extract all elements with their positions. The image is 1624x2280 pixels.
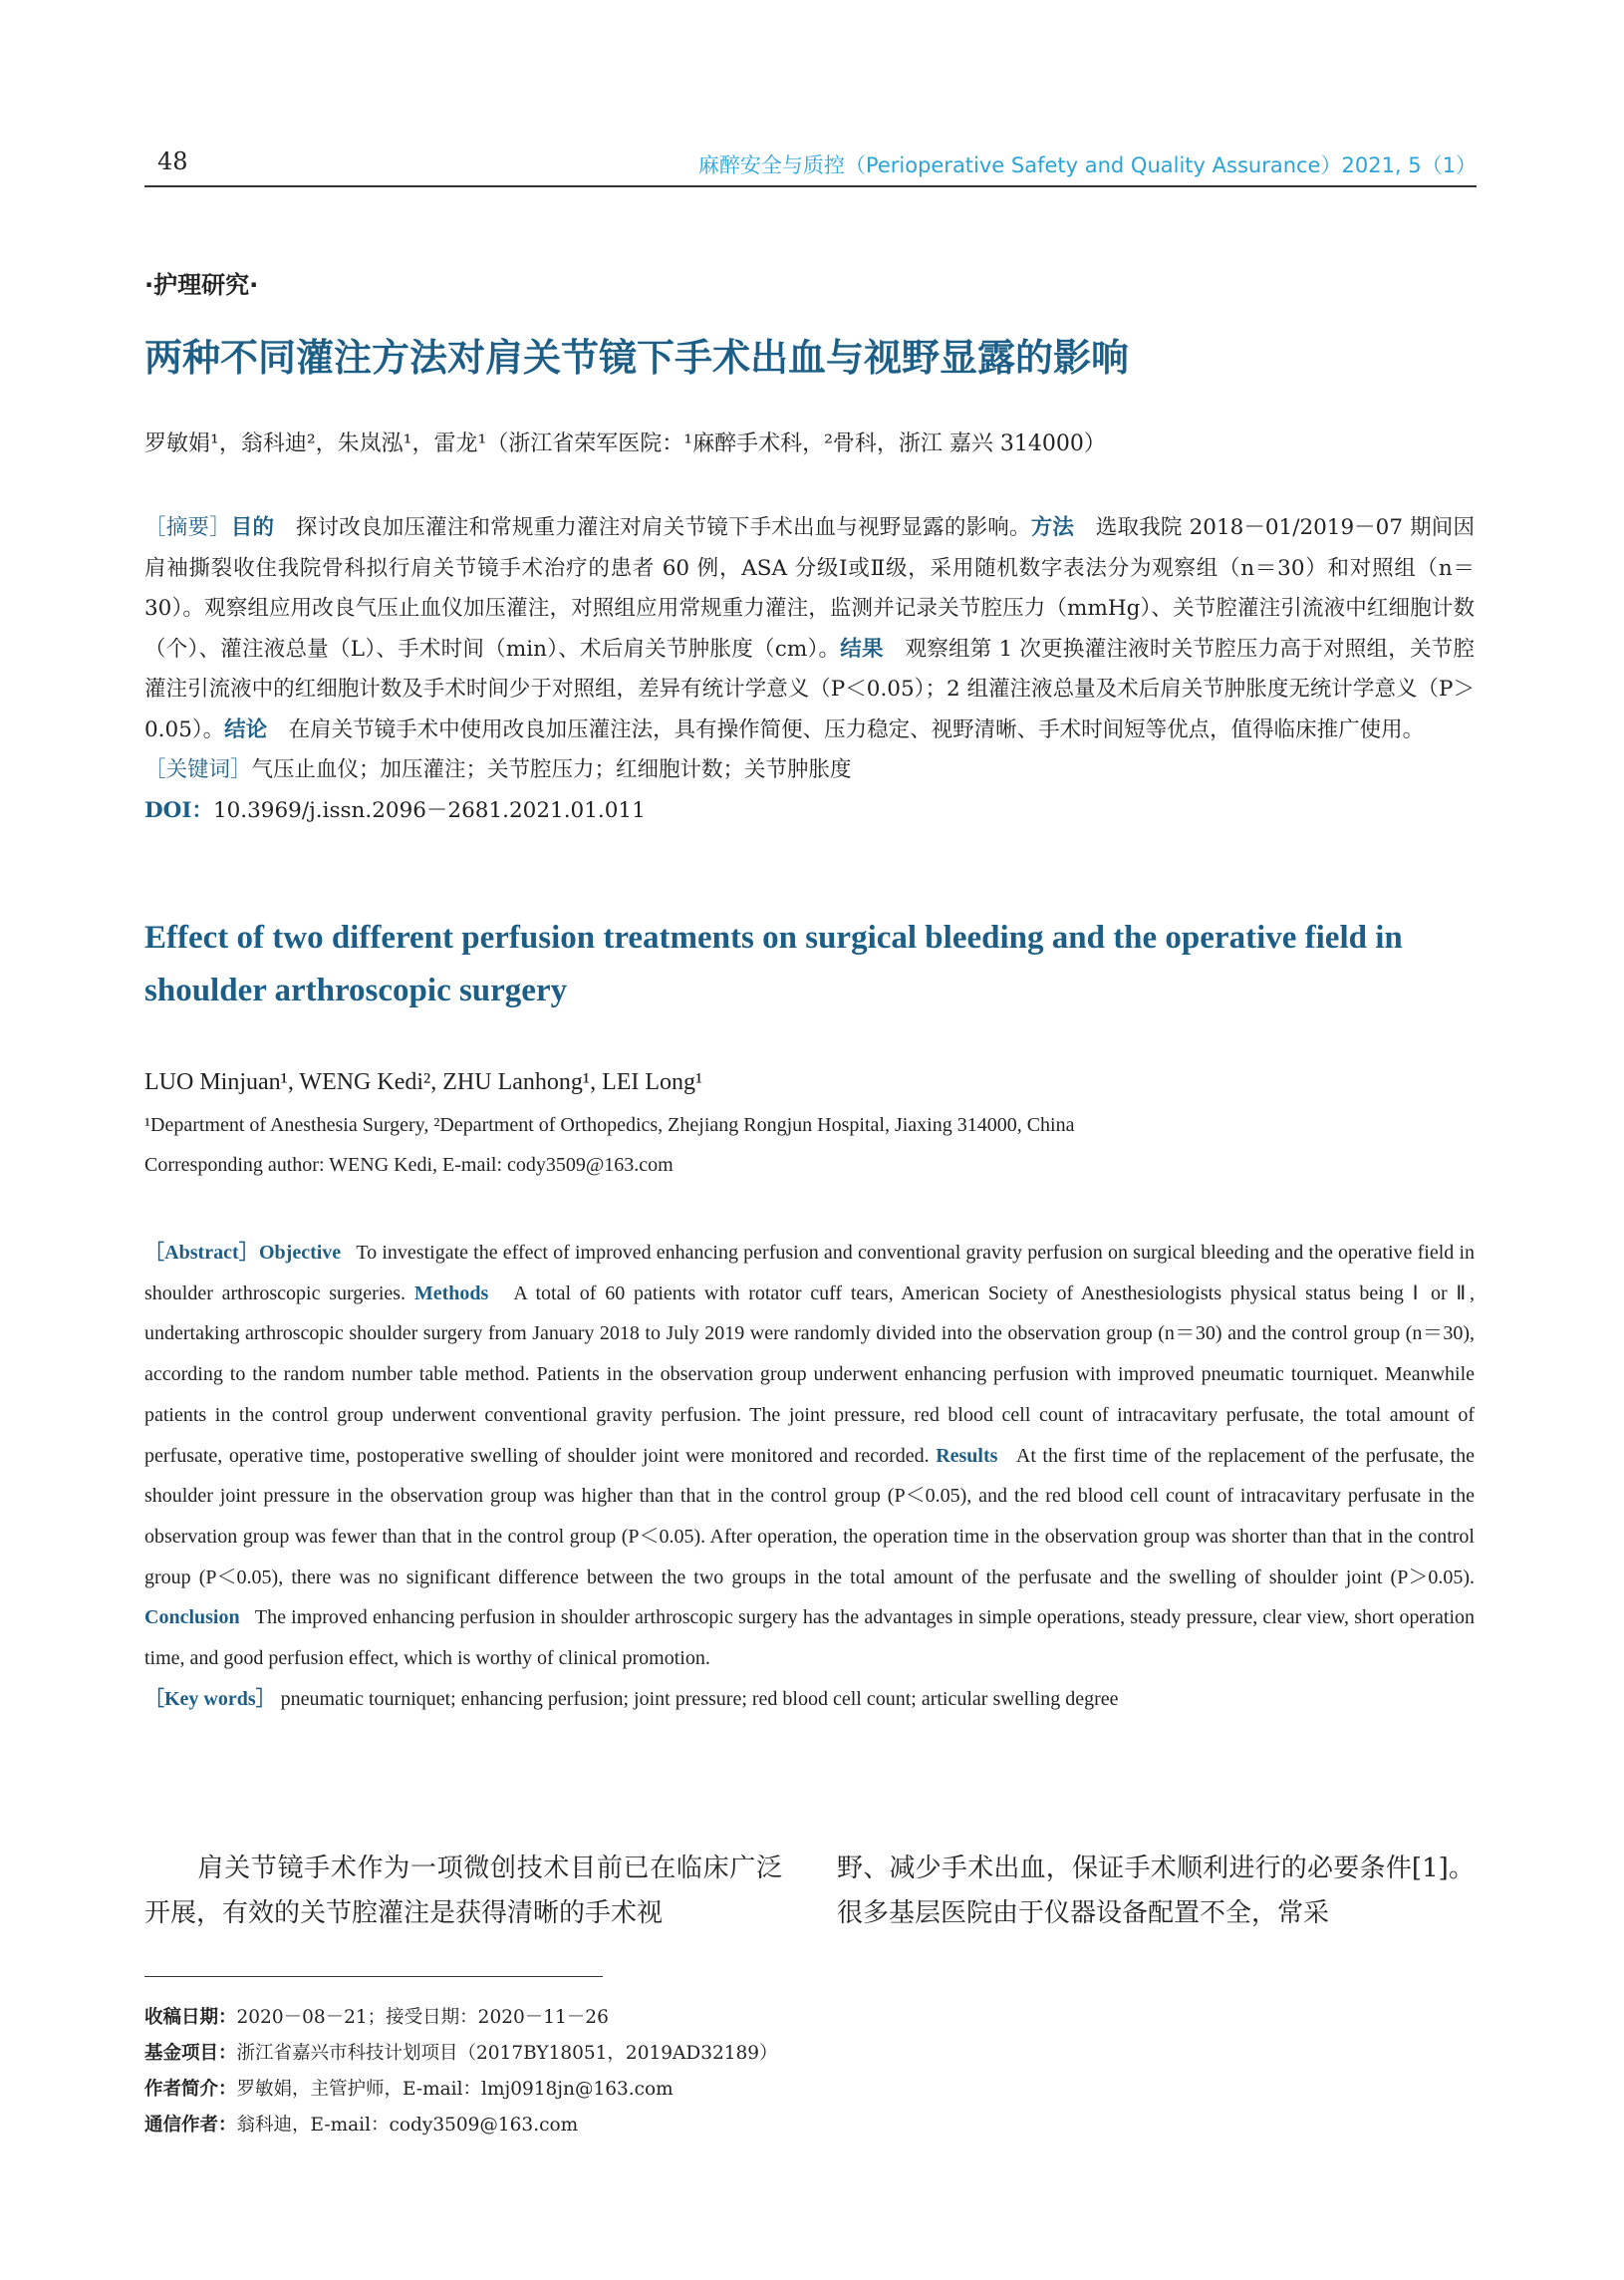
methods-en-text: A total of 60 patients with rotator cuff tears, American Society of Anesthesiologists physical status being Ⅰ or Ⅱ, undertaking arthroscopic shoulder surgery from January 2018 to July 2019 were randomly divided into the observation group (n＝30) and the control group (n＝30), according to the random number table method. Patients in the observation group underwent enhancing perfusion with improved pneumatic tourniquet. Meanwhile patients in the control group underwent conventional gravity perfusion. The joint pressure, red blood cell count of intracavitary perfusate, the total amount of perfusate, operative time, postoperative swelling of shoulder joint were monitored and recorded.: [144, 1282, 1475, 1467]
title-en: Effect of two different perfusion treatments on surgical bleeding and the operative field in shoulder arthroscopic surgery: [144, 920, 1403, 1008]
authors-en: LUO Minjuan¹, WENG Kedi², ZHU Lanhong¹, LEI Long¹: [144, 1069, 703, 1095]
objective-en-label: Objective: [258, 1242, 342, 1264]
keywords-en-label: ［Key words］: [144, 1687, 276, 1710]
authors-cn: [144, 427, 1106, 457]
abstract-cn: [144, 508, 1475, 831]
methods-en-label: Methods: [413, 1282, 489, 1304]
section-label: ·护理研究·: [144, 271, 259, 299]
conclusion-en-label: Conclusion: [144, 1606, 240, 1629]
title-cn: 两种不同灌注方法对肩关节镜下手术出血与视野显露的影响: [144, 335, 1130, 380]
footnote-rule: [144, 1976, 603, 1977]
conclusion-text: 在肩关节镜手术中使用改良加压灌注法，具有操作简便、压力稳定、视野清晰、手术时间短等优点，值得临床推广使用。: [288, 716, 1425, 742]
doi-label: DOI：: [144, 797, 213, 823]
results-en-text: At the first time of the replacement of the perfusate, the shoulder joint pressure in the observation group was higher than that in the control group (P＜0.05), and the red blood cell count of intracavitary perfusate in the observation group was fewer than that in the control group (P＜0.05). After operation, the operation time in the observation group was shorter than that in the control group (P＜0.05), there was no significant difference between the two groups in the total amount of the perfusate and the swelling of shoulder joint (P＞0.05).: [144, 1444, 1475, 1588]
footnote-author: [144, 2075, 674, 2101]
journal-header: 麻醉安全与质控（Perioperative Safety and Quality Assurance）2021, 5（1）: [697, 153, 1477, 177]
body-column-left: 肩关节镜手术作为一项微创技术目前已在临床广泛开展，有效的关节腔灌注是获得清晰的手术视: [144, 1853, 782, 1928]
objective-label: 目的: [230, 515, 275, 540]
keywords-text: 气压止血仪；加压灌注；关节腔压力；红细胞计数；关节肿胀度: [251, 757, 852, 782]
objective-en-text: To investigate the effect of improved enhancing perfusion and conventional gravity perfusion on surgical bleeding and the operative field in shoulder arthroscopic surgeries.: [144, 1242, 1475, 1304]
affiliation-en: ¹Department of Anesthesia Surgery, ²Department of Orthopedics, Zhejiang Rongjun Hospital, Jiaxing 314000, China: [144, 1114, 1075, 1136]
header-rule: [144, 185, 1477, 187]
fn-text: 浙江省嘉兴市科技计划项目（2017BY18051，2019AD32189）: [236, 2043, 778, 2064]
footnote-fund: [144, 2039, 778, 2065]
footnote-received: [144, 2003, 609, 2029]
fn-label: 作者简介：: [144, 2079, 237, 2100]
abstract-en-label: ［Abstract］: [144, 1242, 259, 1264]
fn-label: 收稿日期：: [144, 2007, 237, 2028]
corresponding-author: Corresponding author: WENG Kedi, E-mail: cody3509@163.com: [144, 1154, 674, 1176]
fn-label: 通信作者：: [144, 2115, 237, 2136]
methods-label: 方法: [1030, 515, 1075, 540]
author-names-cn: 罗敏娟¹，翁科迪²，朱岚泓¹，雷龙¹: [144, 431, 487, 456]
results-text: 观察组第 1 次更换灌注液时关节腔压力高于对照组，关节腔灌注引流液中的红细胞计数及手术时间少于对照组，差异有统计学意义（P＜0.05）；2 组灌注液总量及术后肩关节肿胀度无统计学意义（P＞0.05）。: [144, 636, 1475, 742]
doi-link[interactable]: 10.3969/j.issn.2096－2681.2021.01.011: [212, 797, 646, 823]
methods-text: 选取我院 2018－01/2019－07 期间因肩袖撕裂收住我院骨科拟行肩关节镜手术治疗的患者 60 例，ASA 分级Ⅰ或Ⅱ级，采用随机数字表法分为观察组（n＝30）和对照组（n＝30）。观察组应用改良气压止血仪加压灌注，对照组应用常规重力灌注，监测并记录关节腔压力（mmHg）、关节腔灌注引流液中红细胞计数（个）、灌注液总量（L）、手术时间（min）、术后肩关节肿胀度（cm）。: [144, 515, 1475, 662]
keywords-label: ［关键词］: [144, 757, 252, 782]
abstract-en: [144, 1233, 1475, 1719]
objective-text: 探讨改良加压灌注和常规重力灌注对肩关节镜下手术出血与视野显露的影响。: [295, 515, 1031, 540]
results-label: 结果: [840, 636, 884, 662]
page-number: 48: [157, 147, 188, 175]
conclusion-label: 结论: [224, 716, 268, 742]
conclusion-en-text: The improved enhancing perfusion in shoulder arthroscopic surgery has the advantages in simple operations, steady pressure, clear view, short operation time, and good perfusion effect, which is worthy of clinical promotion.: [144, 1606, 1475, 1670]
fn-text: 2020－08－21；接受日期：2020－11－26: [236, 2007, 609, 2028]
results-en-label: Results: [936, 1444, 998, 1467]
fn-text: 罗敏娟，主管护师，E-mail：lmj0918jn@163.com: [236, 2079, 674, 2100]
affiliation-cn: （浙江省荣军医院：¹麻醉手术科，²骨科，浙江 嘉兴 314000）: [486, 431, 1106, 456]
keywords-en-text: pneumatic tourniquet; enhancing perfusion; joint pressure; red blood cell count; articular swelling degree: [280, 1687, 1119, 1710]
footnote-correspondence: [144, 2111, 578, 2137]
body-column-right: 野、减少手术出血，保证手术顺利进行的必要条件[1]。很多基层医院由于仪器设备配置不全，常采: [837, 1853, 1475, 1928]
abstract-label: ［摘要］: [144, 515, 231, 540]
fn-label: 基金项目：: [144, 2043, 237, 2064]
fn-text: 翁科迪，E-mail：cody3509@163.com: [236, 2115, 579, 2136]
